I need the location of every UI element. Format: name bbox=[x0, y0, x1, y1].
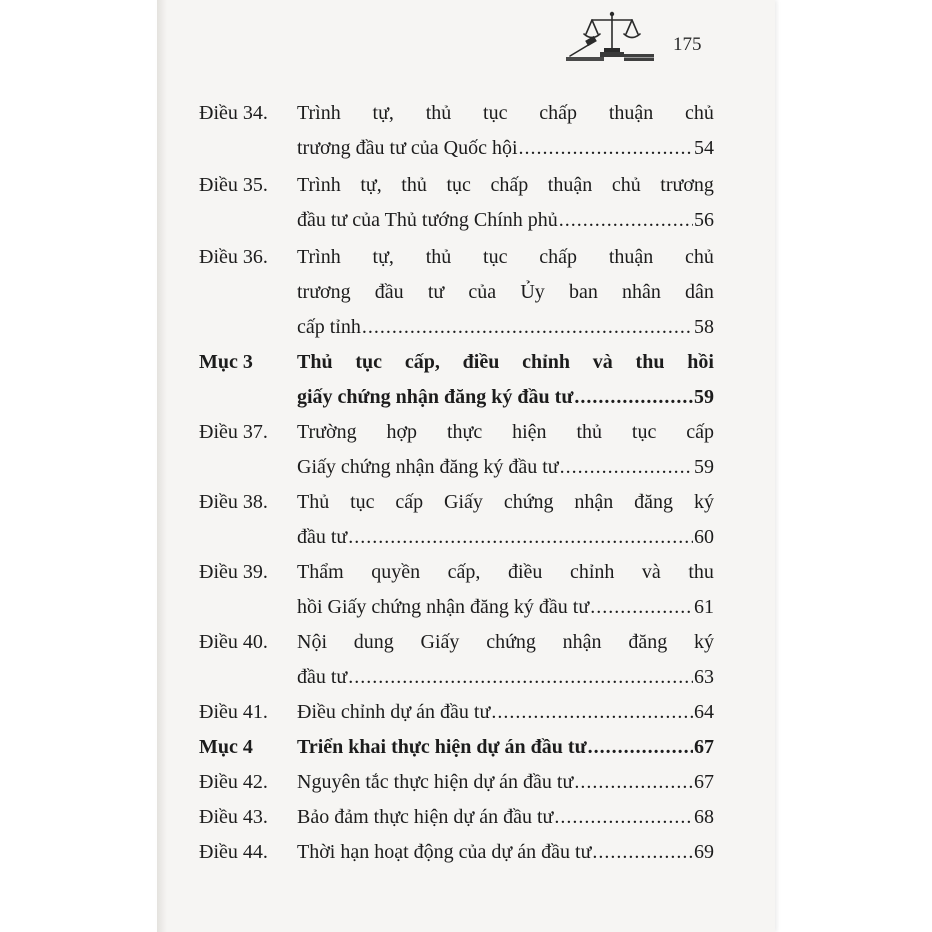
leader-dots bbox=[362, 310, 693, 345]
toc-entry-title-line: Trường hợp thực hiện thủ tục cấp bbox=[297, 421, 714, 443]
book-page bbox=[157, 0, 775, 932]
toc-entry-label: Điều 43. bbox=[199, 806, 268, 828]
toc-page-number: 67 bbox=[694, 771, 714, 793]
toc-page-number: 68 bbox=[694, 806, 714, 828]
toc-entry[interactable] bbox=[199, 415, 714, 485]
toc-entry-title-line: Giấy chứng nhận đăng ký đầu tư ..... 59 bbox=[297, 450, 714, 485]
toc-entry-label: Điều 39. bbox=[199, 561, 268, 583]
toc-entry-title-line: trương đầu tư của Ủy ban nhân dân bbox=[297, 281, 714, 303]
toc-entry-label: Điều 38. bbox=[199, 491, 268, 513]
toc-entry-title-line: Trình tự, thủ tục chấp thuận chủ trương bbox=[297, 174, 714, 196]
toc-entry[interactable] bbox=[199, 800, 714, 835]
leader-dots bbox=[348, 520, 693, 555]
page-number: 175 bbox=[673, 34, 702, 55]
toc-page-number: 63 bbox=[694, 666, 714, 688]
toc-entry-label: Mục 3 bbox=[199, 351, 253, 373]
toc-page-number: 54 bbox=[694, 137, 714, 159]
toc-entry-label: Điều 35. bbox=[199, 174, 268, 196]
toc-entry-title-line: đầu tư ..... 60 bbox=[297, 520, 714, 555]
toc-entry-label: Điều 42. bbox=[199, 771, 268, 793]
toc-entry-label: Điều 40. bbox=[199, 631, 268, 653]
toc-entry[interactable] bbox=[199, 765, 714, 800]
toc-page-number: 58 bbox=[694, 316, 714, 338]
leader-dots bbox=[574, 380, 693, 415]
toc-entry-label: Điều 41. bbox=[199, 701, 268, 723]
toc-entry[interactable] bbox=[199, 240, 714, 345]
leader-dots bbox=[554, 800, 693, 835]
leader-dots bbox=[590, 590, 693, 625]
toc-entry[interactable] bbox=[199, 625, 714, 695]
toc-entry-title-line: hồi Giấy chứng nhận đăng ký đầu tư ..... 61 bbox=[297, 590, 714, 625]
toc-entry-title-line: đầu tư của Thủ tướng Chính phủ ..... 56 bbox=[297, 203, 714, 238]
toc-entry-title-line: Nội dung Giấy chứng nhận đăng ký bbox=[297, 631, 714, 653]
toc-entry-title-line: Thủ tục cấp, điều chỉnh và thu hồi bbox=[297, 351, 714, 373]
toc-entry-title-line: Trình tự, thủ tục chấp thuận chủ bbox=[297, 102, 714, 124]
toc-section-entry[interactable] bbox=[199, 345, 714, 415]
leader-dots bbox=[491, 695, 693, 730]
toc-entry[interactable] bbox=[199, 485, 714, 555]
toc-entry-title-line: Thủ tục cấp Giấy chứng nhận đăng ký bbox=[297, 491, 714, 513]
scales-of-justice-gavel-icon bbox=[562, 8, 662, 64]
leader-dots bbox=[588, 730, 693, 765]
toc-page-number: 61 bbox=[694, 596, 714, 618]
leader-dots bbox=[348, 660, 693, 695]
toc-entry-label: Điều 36. bbox=[199, 246, 268, 268]
toc-entry-label: Điều 34. bbox=[199, 102, 268, 124]
toc-page-number: 69 bbox=[694, 841, 714, 863]
toc-entry-title-line: Bảo đảm thực hiện dự án đầu tư ..... 68 bbox=[297, 800, 714, 835]
toc-entry-title-line: trương đầu tư của Quốc hội ..... 54 bbox=[297, 131, 714, 166]
toc-entry[interactable] bbox=[199, 555, 714, 625]
toc-entry-title-line: Trình tự, thủ tục chấp thuận chủ bbox=[297, 246, 714, 268]
table-of-contents bbox=[199, 96, 714, 870]
toc-entry-title-line: Nguyên tắc thực hiện dự án đầu tư ..... 67 bbox=[297, 765, 714, 800]
leader-dots bbox=[519, 131, 693, 166]
leader-dots bbox=[592, 835, 693, 870]
leader-dots bbox=[560, 450, 693, 485]
toc-entry-label: Điều 44. bbox=[199, 841, 268, 863]
toc-entry-label: Mục 4 bbox=[199, 736, 253, 758]
toc-entry-title-line: Điều chỉnh dự án đầu tư ..... 64 bbox=[297, 695, 714, 730]
toc-page-number: 67 bbox=[694, 736, 714, 758]
toc-page-number: 64 bbox=[694, 701, 714, 723]
toc-page-number: 60 bbox=[694, 526, 714, 548]
toc-page-number: 59 bbox=[694, 456, 714, 478]
toc-entry-title-line: Triển khai thực hiện dự án đầu tư ..... 67 bbox=[297, 730, 714, 765]
leader-dots bbox=[559, 203, 693, 238]
toc-entry-title-line: đầu tư ..... 63 bbox=[297, 660, 714, 695]
toc-entry-title-line: Thời hạn hoạt động của dự án đầu tư ..... 69 bbox=[297, 835, 714, 870]
toc-entry-title-line: cấp tỉnh ..... 58 bbox=[297, 310, 714, 345]
leader-dots bbox=[574, 765, 693, 800]
toc-page-number: 56 bbox=[694, 209, 714, 231]
toc-entry-title-line: Thẩm quyền cấp, điều chỉnh và thu bbox=[297, 561, 714, 583]
toc-entry[interactable] bbox=[199, 168, 714, 238]
toc-entry-label: Điều 37. bbox=[199, 421, 268, 443]
toc-entry[interactable] bbox=[199, 695, 714, 730]
toc-entry[interactable] bbox=[199, 835, 714, 870]
toc-page-number: 59 bbox=[694, 386, 714, 408]
toc-entry-title-line: giấy chứng nhận đăng ký đầu tư ..... 59 bbox=[297, 380, 714, 415]
toc-section-entry[interactable] bbox=[199, 730, 714, 765]
toc-entry[interactable] bbox=[199, 96, 714, 166]
